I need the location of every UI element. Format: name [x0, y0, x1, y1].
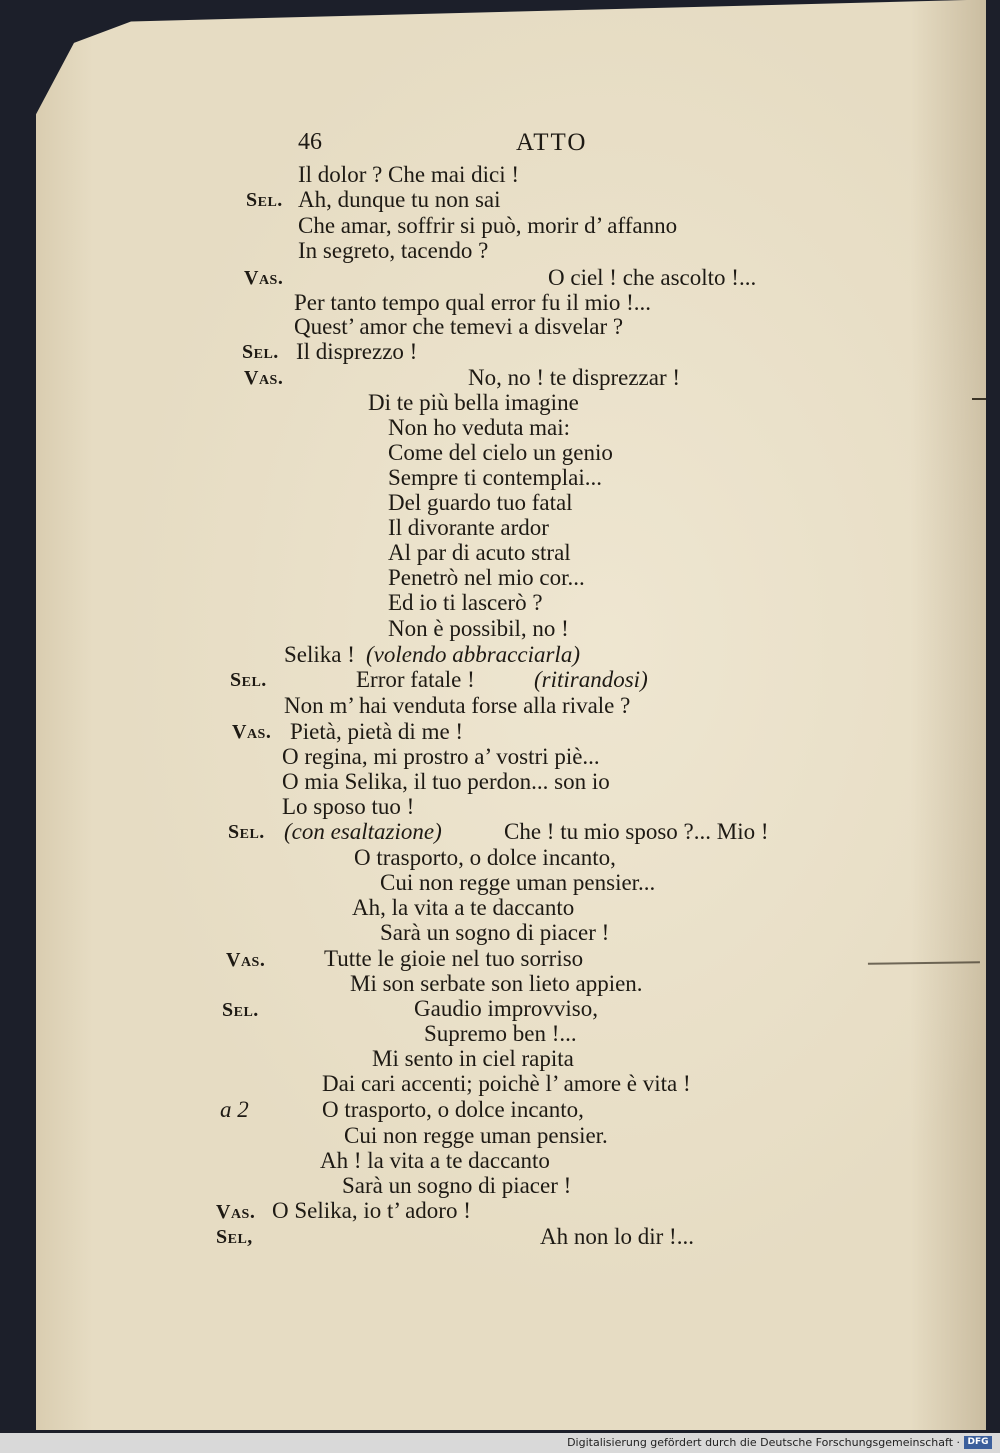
verse-line: Mi son serbate son lieto appien. — [350, 971, 643, 996]
stage-direction: (volendo abbracciarla) — [366, 642, 580, 667]
verse-line: Il disprezzo ! — [296, 339, 418, 364]
stage-direction: (ritirandosi) — [534, 667, 648, 692]
verse-line: Supremo ben !... — [424, 1021, 577, 1046]
verse-line: Per tanto tempo qual error fu il mio !... — [294, 290, 652, 315]
page-number: 46 — [298, 129, 322, 155]
speaker-label: Sel, — [216, 1226, 253, 1248]
verse-line: Quest’ amor che temevi a disvelar ? — [294, 314, 624, 339]
speaker-label: Vas. — [216, 1201, 256, 1223]
verse-line: Cui non regge uman pensier... — [380, 870, 656, 895]
digitization-credit: Digitalisierung gefördert durch die Deutsche Forschungsgemeinschaft · — [567, 1436, 960, 1449]
verse-line: Non è possibil, no ! — [388, 616, 569, 641]
dfg-logo: DFG — [964, 1436, 992, 1449]
verse-line: In segreto, tacendo ? — [298, 238, 489, 263]
verse-line: Ah, dunque tu non sai — [298, 187, 501, 212]
verse-line: Cui non regge uman pensier. — [344, 1123, 608, 1148]
verse-line: Non m’ hai venduta forse alla rivale ? — [284, 693, 631, 718]
speaker-label: Vas. — [232, 721, 272, 743]
ensemble-label: a 2 — [220, 1097, 249, 1122]
verse-line: Di te più bella imagine — [368, 390, 579, 415]
verse-line: Tutte le gioie nel tuo sorriso — [324, 946, 584, 971]
speaker-label: Vas. — [226, 949, 266, 971]
verse-line: No, no ! te disprezzar ! — [468, 365, 681, 390]
speaker-label: Sel. — [230, 669, 267, 691]
stage-direction: (con esaltazione) — [284, 819, 442, 844]
verse-line: Del guardo tuo fatal — [388, 490, 573, 515]
verse-line: Ah, la vita a te daccanto — [352, 895, 575, 920]
verse-line: Ah ! la vita a te daccanto — [320, 1148, 550, 1173]
verse-line: Il dolor ? Che mai dici ! — [298, 162, 519, 187]
verse-line: Non ho veduta mai: — [388, 415, 571, 440]
verse-line: Il divorante ardor — [388, 515, 549, 540]
page-title: ATTO — [516, 129, 588, 156]
verse-line: Penetrò nel mio cor... — [388, 565, 585, 590]
speaker-label: Vas. — [244, 367, 284, 389]
footer-bar — [0, 1433, 1000, 1453]
verse-line: Sarà un sogno di piacer ! — [380, 920, 610, 945]
verse-line: Al par di acuto stral — [388, 540, 571, 565]
speaker-label: Sel. — [222, 999, 259, 1021]
verse-line: Pietà, pietà di me ! — [290, 719, 464, 744]
verse-line: Lo sposo tuo ! — [282, 794, 415, 819]
verse-line: O trasporto, o dolce incanto, — [322, 1097, 584, 1122]
verse-line: Selika ! — [284, 642, 355, 667]
speaker-label: Vas. — [244, 267, 284, 289]
verse-line: Sempre ti contemplai... — [388, 465, 602, 490]
verse-line: Gaudio improvviso, — [414, 996, 598, 1021]
verse-line: Ah non lo dir !... — [540, 1224, 694, 1249]
verse-line: O ciel ! che ascolto !... — [548, 265, 757, 290]
verse-line: Ed io ti lascerò ? — [388, 590, 543, 615]
verse-line: O trasporto, o dolce incanto, — [354, 845, 616, 870]
verse-line: Mi sento in ciel rapita — [372, 1046, 574, 1071]
verse-line: Dai cari accenti; poichè l’ amore è vita ! — [322, 1071, 691, 1096]
verse-line: Error fatale ! — [356, 667, 475, 692]
verse-line: O mia Selika, il tuo perdon... son io — [282, 769, 610, 794]
verse-line: O regina, mi prostro a’ vostri piè... — [282, 744, 600, 769]
verse-line: Che amar, soffrir si può, morir d’ affanno — [298, 213, 678, 238]
verse-line: Sarà un sogno di piacer ! — [342, 1173, 572, 1198]
speaker-label: Sel. — [228, 821, 265, 843]
speaker-label: Sel. — [246, 189, 283, 211]
verse-line: Come del cielo un genio — [388, 440, 613, 465]
verse-line: Che ! tu mio sposo ?... Mio ! — [504, 819, 769, 844]
verse-line: O Selika, io t’ adoro ! — [272, 1198, 471, 1223]
speaker-label: Sel. — [242, 341, 279, 363]
